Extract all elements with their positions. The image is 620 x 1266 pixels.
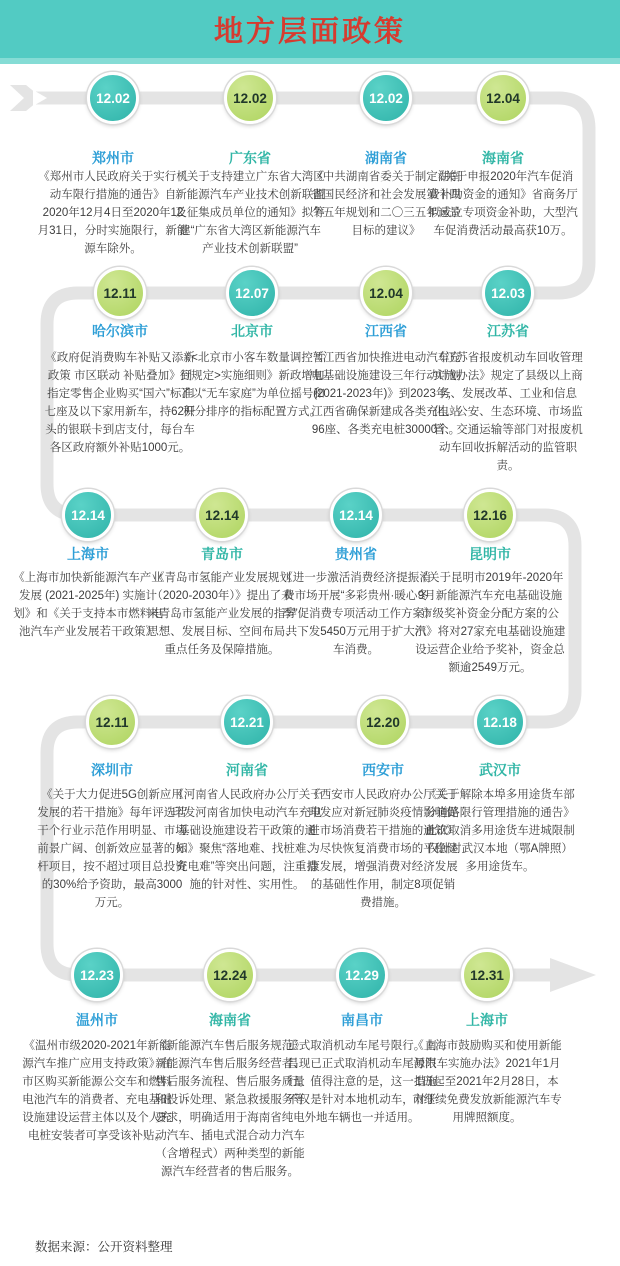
date-badge	[71, 949, 123, 1001]
date-badge	[482, 267, 534, 319]
timeline-item	[174, 72, 326, 255]
data-source-note: 数据来源：公开资料整理	[35, 1240, 173, 1254]
region-label: 青岛市	[201, 546, 243, 562]
date-label: 12.29	[345, 967, 379, 983]
policy-description: 《关于大力促进5G创新应用发展的若干措施》每年评选若干个行业示范作用明显、市场前景广阔、创新效应显著的标杆项目，按不超过项目总投资的30%给予资助，最高3000万元。	[37, 789, 187, 909]
region-label: 广东省	[229, 150, 271, 166]
date-badge	[94, 267, 146, 319]
policy-description: 《政府促消费购车补贴又添新政策 市区联动 补贴叠加》到指定零售企业购买“国六”标准七座及以下家用新车，持62开头的银联卡到店支付，每台车各区政府额外补贴1000元。	[44, 352, 196, 454]
date-badge	[87, 72, 139, 124]
date-label: 12.20	[366, 714, 400, 730]
date-badge	[196, 489, 248, 541]
date-label: 12.11	[103, 285, 137, 301]
date-label: 12.24	[213, 967, 247, 983]
date-badge	[226, 267, 278, 319]
date-badge	[330, 489, 382, 541]
policy-description: 《上海市加快新能源汽车产业发展 (2021-2025年) 实施计划》和《关于支持本市燃料电池汽车产业发展若干政策》	[13, 572, 163, 638]
policy-description: 《新能源汽车售后服务规范》新能源汽车售后服务经营者、售后服务流程、售后服务质量和投诉处理、紧急救援服务等要求，明确适用于海南省纯电动汽车、插电式混合动力汽车（含增程式）两种类型的新能源汽车经营者的售后服务。	[155, 1040, 305, 1178]
timeline-item	[176, 267, 328, 418]
timeline-item	[411, 949, 563, 1124]
timeline-item	[146, 489, 298, 656]
region-label: 海南省	[209, 1012, 251, 1028]
date-label: 12.21	[230, 714, 264, 730]
date-label: 12.03	[491, 285, 525, 301]
timeline-item	[44, 267, 196, 454]
region-label: 上海市	[67, 546, 109, 562]
timeline-item	[427, 72, 579, 237]
region-label: 昆明市	[469, 546, 511, 562]
date-badge	[461, 949, 513, 1001]
region-label: 北京市	[231, 323, 273, 339]
date-badge	[474, 696, 526, 748]
policy-description: 《西安市人民政府办公厅关于印发应对新冠肺炎疫情影响促进市场消费若干措施的通知》为尽快恢复消费市场的平稳健康发展，增强消费对经济发展的基础性作用，制定8项促销费措施。	[308, 789, 458, 909]
region-label: 南昌市	[341, 1012, 383, 1028]
policy-description: 《关于申报2020年汽车促消费补助资金的通知》省商务厅拟成立专项资金补助，大型汽车促消费活动最高获10万。	[428, 171, 578, 237]
region-label: 武汉市	[479, 762, 521, 778]
date-badge	[224, 72, 276, 124]
policy-description: 《<北京市小客车数量调控暂行规定>实施细则》新政增加了以“无车家庭”为单位摇号和积分排序的指标配置方式。	[179, 352, 325, 418]
region-label: 海南省	[482, 150, 524, 166]
date-label: 12.14	[339, 507, 373, 523]
timeline-item	[171, 696, 323, 891]
date-label: 12.07	[235, 285, 269, 301]
policy-description: 《关于昆明市2019年-2020年9月新能源汽车充电基础设施市级奖补资金分配方案的公示》将对27家充电基础设施建设运营企业给予奖补，资金总额逾2549万元。	[414, 572, 566, 674]
policy-description: 《青岛市氢能产业发展规划（2020-2030年）》提出了未来青岛市氢能产业发展的指导思想、发展目标、空间布局、重点任务及保障措施。	[147, 572, 297, 656]
timeline-item	[280, 489, 432, 656]
date-badge	[62, 489, 114, 541]
timeline-item	[424, 696, 576, 873]
region-label: 深圳市	[91, 762, 133, 778]
policy-description: 《关于解除本埠多用途货车部分道路限行管理措施的通告》此次取消多用途货车进城限制仅针对武汉本地（鄂A牌照）多用途货车。	[425, 789, 575, 873]
date-label: 12.04	[369, 285, 403, 301]
date-badge	[464, 489, 516, 541]
timeline-item	[154, 949, 306, 1178]
date-badge	[86, 696, 138, 748]
date-label: 12.16	[473, 507, 507, 523]
date-label: 12.04	[486, 90, 520, 106]
region-label: 温州市	[76, 1012, 118, 1028]
date-label: 12.02	[233, 90, 267, 106]
date-label: 12.31	[470, 967, 504, 983]
date-label: 12.14	[71, 507, 105, 523]
policy-description: 《河南省人民政府办公厅关于印发河南省加快电动汽车充电基础设施建设若干政策的通知》聚焦“落地难、找桩难、充电难”等突出问题，注重措施的针对性、实用性。	[172, 789, 322, 891]
region-label: 郑州市	[92, 150, 134, 166]
policy-description: 《关于支持建立广东省大湾区新能源汽车产业技术创新联盟及征集成员单位的通知》拟筹建“广东省大湾区新能源汽车产业技术创新联盟”	[175, 171, 325, 255]
timeline-item	[414, 489, 566, 674]
region-label: 江西省	[365, 323, 407, 339]
region-label: 湖南省	[365, 150, 407, 166]
timeline-item	[36, 696, 188, 909]
timeline-item	[432, 267, 584, 472]
date-label: 12.23	[80, 967, 114, 983]
policy-description: 《中共湖南省委关于制定湖南省国民经济和社会发展第十四个五年规划和二〇三五年远景目标的建议》	[311, 171, 461, 237]
region-label: 上海市	[466, 1012, 508, 1028]
region-label: 哈尔滨市	[92, 323, 148, 339]
date-label: 12.02	[96, 90, 130, 106]
date-badge	[477, 72, 529, 124]
region-label: 贵州省	[335, 546, 377, 562]
policy-description: 《江西省加快推进电动汽车充电基础设施建设三年行动计划(2021-2023年)》到2023年，江西省确保新建成各类充电站96座、各类充电桩30000个。	[311, 352, 461, 436]
timeline-item	[12, 489, 164, 638]
timeline-item	[37, 72, 189, 255]
date-badge	[357, 696, 409, 748]
region-label: 江苏省	[487, 323, 529, 339]
date-label: 12.02	[369, 90, 403, 106]
policy-description: 《郑州市人民政府关于实行机动车限行措施的通告》自2020年12月4日至2020年12月31日，分时实施限行，新能源车除外。	[37, 171, 189, 255]
date-badge	[360, 267, 412, 319]
timeline-item	[21, 949, 173, 1142]
policy-description: 正式取消机动车尾号限行。南昌现已正式取消机动车尾号限行。值得注意的是，这一措施不仅是针对本地机动车，对于外地车辆也一并适用。	[287, 1040, 437, 1124]
policy-description: 《进一步激活消费经济提振消费市场开展“多彩贵州·暖心冬季”促消费专项活动工作方案》共下发5450万元用于扩大汽车消费。	[281, 572, 431, 656]
policy-description: 《江苏省报废机动车回收管理实施办法》规定了县级以上商务、发展改革、工业和信息化、公安、生态环境、市场监管、交通运输等部门对报废机动车回收拆解活动的监管职责。	[433, 352, 583, 472]
policy-description: 《上海市鼓励购买和使用新能源汽车实施办法》2021年1月1日起至2021年2月28日，本市继续免费发放新能源汽车专用牌照额度。	[412, 1040, 562, 1124]
date-label: 12.11	[95, 714, 129, 730]
region-label: 西安市	[362, 762, 404, 778]
date-badge	[204, 949, 256, 1001]
date-label: 12.18	[483, 714, 517, 730]
date-label: 12.14	[205, 507, 239, 523]
date-badge	[360, 72, 412, 124]
policy-description: 《温州市级2020-2021年新能源汽车推广应用支持政策》在市区购买新能源公交车和燃料电池汽车的消费者、充电基础设施建设运营主体以及个人充电桩安装者可享受该补贴。	[22, 1040, 172, 1142]
region-label: 河南省	[226, 762, 268, 778]
date-badge	[221, 696, 273, 748]
page-title: 地方层面政策	[213, 15, 406, 48]
date-badge	[336, 949, 388, 1001]
